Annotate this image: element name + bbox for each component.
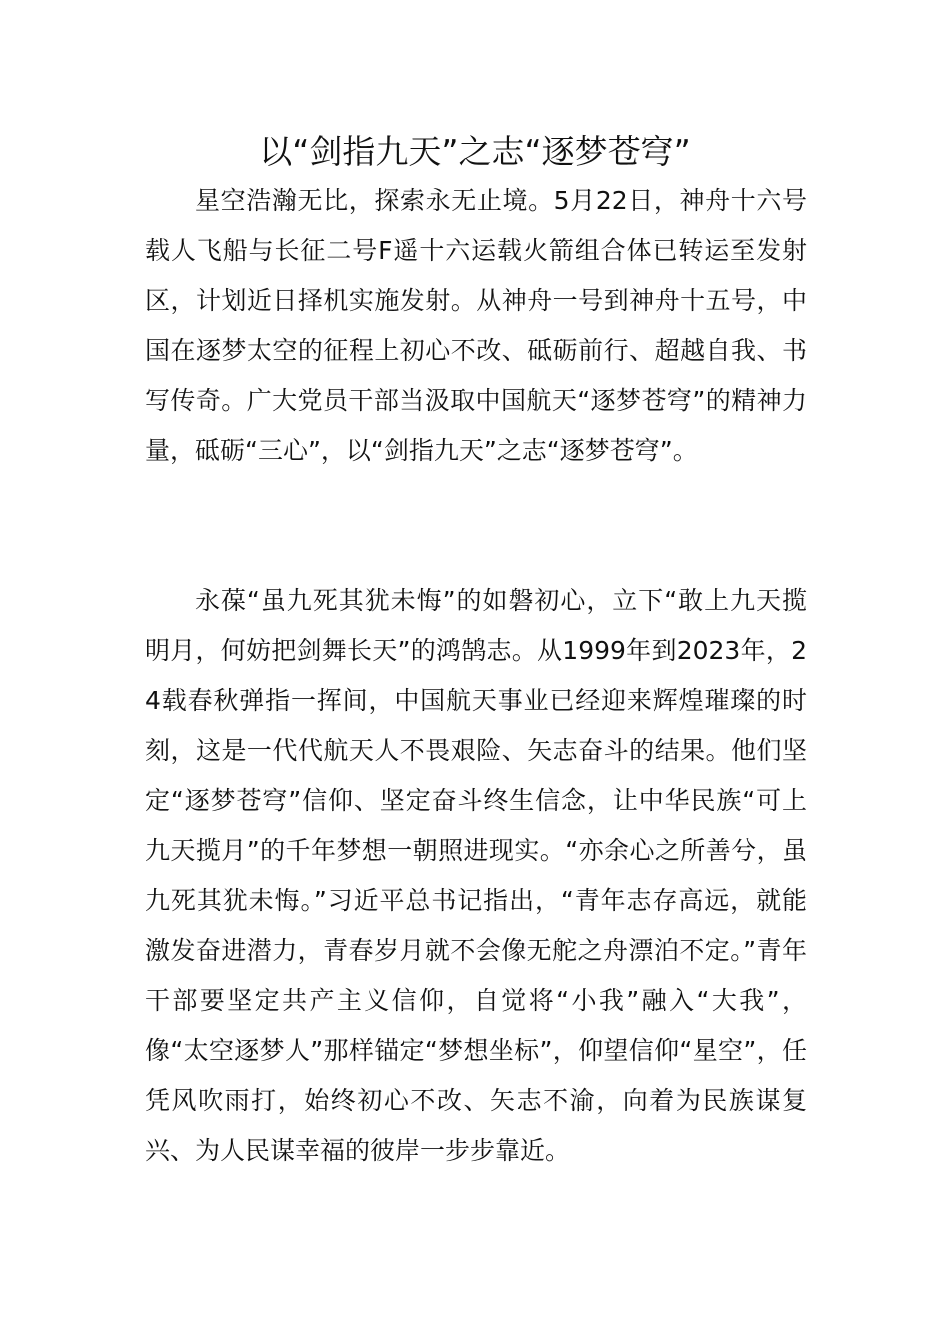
paragraph-1: 星空浩瀚无比，探索永无止境。5月22日，神舟十六号载人飞船与长征二号F遥十六运载火箭组合体已转运至发射区，计划近日择机实施发射。从神舟一号到神舟十五号，中国在逐梦太空的征程上初心不改、砥砺前行、超越自我、书写传奇。广大党员干部当汲取中国航天“逐梦苍穹”的精神力量，砥砺“三心”，以“剑指九天”之志“逐梦苍穹”。 [145,186,807,465]
document-title: 以“剑指九天”之志“逐梦苍穹” [259,132,691,171]
paragraph-2: 永葆“虽九死其犹未悔”的如磐初心，立下“敢上九天揽明月，何妨把剑舞长天”的鸿鹄志。从1999年到2023年，24载春秋弹指一挥间，中国航天事业已经迎来辉煌璀璨的时刻，这是一代代航天人不畏艰险、矢志奋斗的结果。他们坚定“逐梦苍穹”信仰、坚定奋斗终生信念，让中华民族“可上九天揽月”的千年梦想一朝照进现实。“亦余心之所善兮，虽九死其犹未悔。”习近平总书记指出，“青年志存高远，就能激发奋进潜力，青春岁月就不会像无舵之舟漂泊不定。”青年干部要坚定共产主义信仰，自觉将“小我”融入“大我”，像“太空逐梦人”那样锚定“梦想坐标”，仰望信仰“星空”，任凭风吹雨打，始终初心不改、矢志不渝，向着为民族谋复兴、为人民谋幸福的彼岸一步步靠近。 [145,586,807,1165]
